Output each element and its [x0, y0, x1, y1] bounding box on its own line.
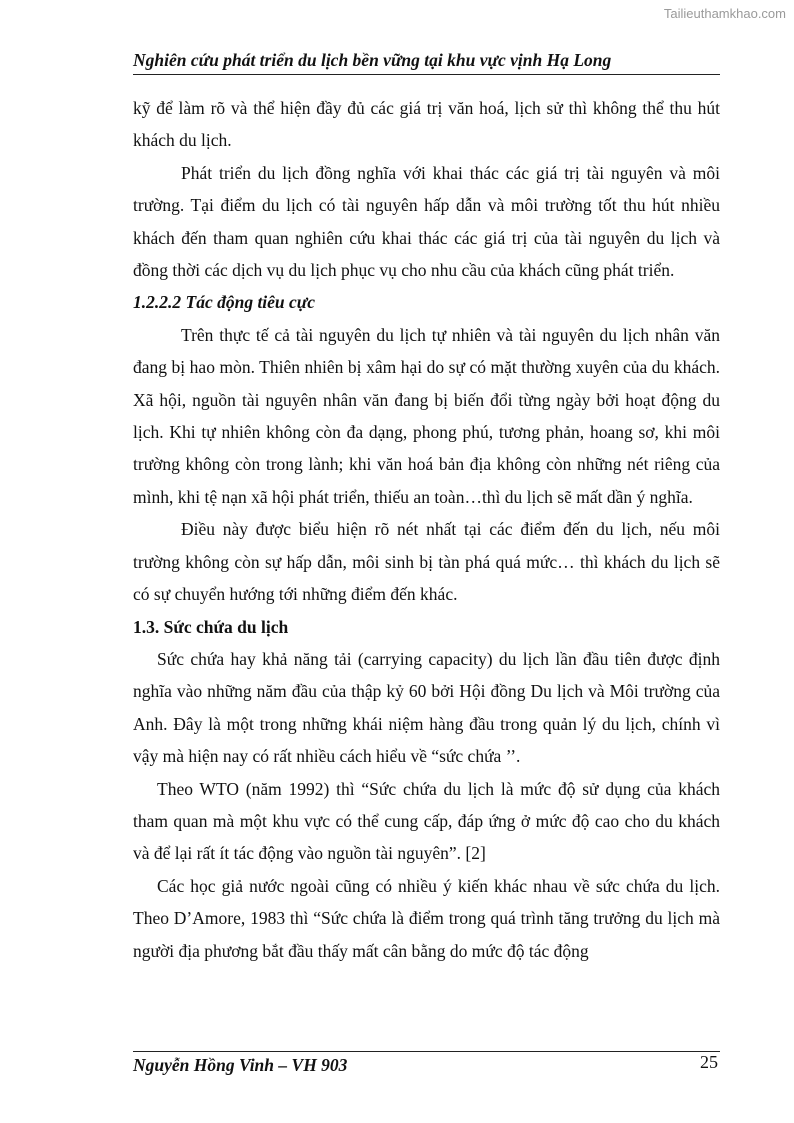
watermark: Tailieuthamkhao.com [663, 6, 786, 21]
paragraph: Điều này được biểu hiện rõ nét nhất tại các điểm đến du lịch, nếu môi trường không còn sự hấp dẫn, môi sinh bị tàn phá quá mức… thì khách du lịch sẽ có sự chuyển hướng tới những điểm đến khác. [133, 519, 720, 605]
document-body [133, 92, 720, 967]
section-heading: 1.2.2.2 Tác động tiêu cực [133, 292, 316, 313]
paragraph: Các học giả nước ngoài cũng có nhiều ý kiến khác nhau về sức chứa du lịch. Theo D’Amore, 1983 thì “Sức chứa là điểm trong quá trình tăng trưởng du lịch mà người địa phương bắt đầu thấy mất cân bằng do mức độ tác động [133, 875, 720, 961]
paragraph: Trên thực tế cả tài nguyên du lịch tự nhiên và tài nguyên du lịch nhân văn đang bị hao mòn. Thiên nhiên bị xâm hại do sự có mặt thường xuyên của du khách. Xã hội, nguồn tài nguyên nhân văn đang bị biến đổi từng ngày bởi hoạt động du lịch. Khi tự nhiên không còn đa dạng, phong phú, tương phản, hoang sơ, khi môi trường không còn trong lành; khi văn hoá bản địa không còn những nét riêng của mình, khi tệ nạn xã hội phát triển, thiếu an toàn…thì du lịch sẽ mất dần ý nghĩa. [133, 324, 720, 507]
paragraph: Sức chứa hay khả năng tải (carrying capacity) du lịch lần đầu tiên được định nghĩa vào những năm đầu của thập kỷ 60 bởi Hội đồng Du lịch và Môi trường của Anh. Đây là một trong những khái niệm hàng đầu trong quản lý du lịch, chính vì vậy mà hiện nay có rất nhiều cách hiểu về “sức chứa ’’. [133, 648, 720, 767]
paragraph: Phát triển du lịch đồng nghĩa với khai thác các giá trị tài nguyên và môi trường. Tại điểm du lịch có tài nguyên hấp dẫn và môi trường tốt thu hút nhiều khách đến tham quan nghiên cứu khai thác các giá trị của tài nguyên du lịch và đồng thời các dịch vụ du lịch phục vụ cho nhu cầu của khách cũng phát triển. [133, 162, 720, 281]
section-heading: 1.3. Sức chứa du lịch [133, 616, 289, 637]
footer-author: Nguyễn Hồng Vinh – VH 903 [133, 1055, 348, 1075]
page-header-title: Nghiên cứu phát triển du lịch bền vững tại khu vực vịnh Hạ Long [133, 50, 720, 75]
paragraph: Theo WTO (năm 1992) thì “Sức chứa du lịch là mức độ sử dụng của khách tham quan mà một khu vực có thể cung cấp, đáp ứng ở mức độ cao cho du khách và để lại rất ít tác động vào nguồn tài nguyên”. [2] [133, 778, 720, 864]
page-number: 25 [700, 1052, 718, 1072]
paragraph: kỹ để làm rõ và thể hiện đầy đủ các giá trị văn hoá, lịch sử thì không thể thu hút khách du lịch. [133, 98, 720, 151]
footer-divider [133, 1051, 720, 1052]
